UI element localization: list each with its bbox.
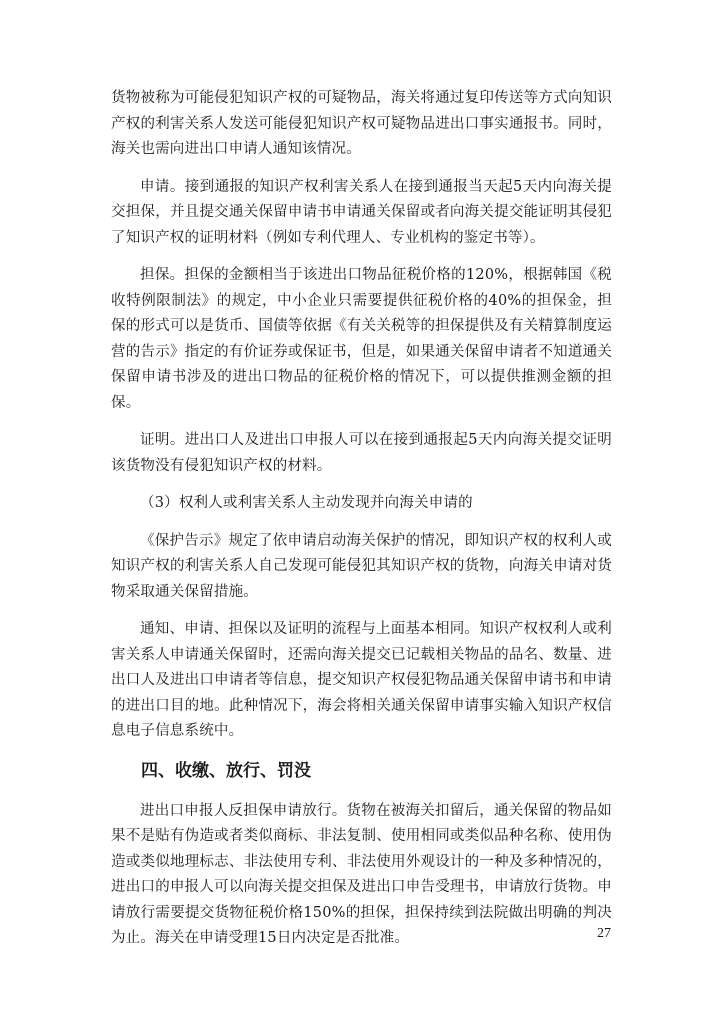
paragraph-proof: 证明。进出口人及进出口申报人可以在接到通报起5天内向海关提交证明该货物没有侵犯知识产权的材料。: [111, 432, 612, 474]
document-body: [111, 86, 612, 964]
paragraph-protection-notice: 《保护告示》规定了依申请启动海关保护的情况，即知识产权的权利人或知识产权的利害关系人自己发现可能侵犯其知识产权的货物，向海关申请对货物采取通关保留措施。: [111, 532, 612, 600]
paragraph-process: 通知、申请、担保以及证明的流程与上面基本相同。知识产权权利人或利害关系人申请通关保留时，还需向海关提交已记载相关物品的品名、数量、进出口人及进出口申请者等信息，提交知识产权侵犯物品通关保留申请书和申请的进出口目的地。此种情况下，海会将相关通关保留申请事实输入知识产权信息电子信息系统中。: [111, 621, 612, 739]
paragraph-release: 进出口申报人反担保申请放行。货物在被海关扣留后，通关保留的物品如果不是贴有伪造或者类似商标、非法复制、使用相同或类似品种名称、使用伪造或类似地理标志、非法使用专利、非法使用外观设计的一种及多种情况的，进出口的申报人可以向海关提交担保及进出口申告受理书，申请放行货物。申请放行需要提交货物征税价格150%的担保，担保持续到法院做出明确的判决为止。海关在申请受理15日内决定是否批准。: [111, 802, 612, 946]
subsection-title: （3）权利人或利害关系人主动发现并向海关申请的: [140, 495, 473, 511]
paragraph-guarantee: 担保。担保的金额相当于该进出口物品征税价格的120%，根据韩国《税收特例限制法》的规定，中小企业只需要提供征税价格的40%的担保金，担保的形式可以是货币、国债等依据《有关关税等的担保提供及有关精算制度运营的告示》指定的有价证券或保证书，但是，如果通关保留申请者不知道通关保留申请书涉及的进出口物品的征税价格的情况下，可以提供推测金额的担保。: [111, 267, 612, 411]
page-number: 27: [597, 926, 611, 941]
section-heading: 四、收缴、放行、罚没: [141, 760, 311, 781]
paragraph-application: 申请。接到通报的知识产权利害关系人在接到通报当天起5天内向海关提交担保，并且提交通关保留申请书申请通关保留或者向海关提交能证明其侵犯了知识产权的证明材料（例如专利代理人、专业机构的鉴定书等）。: [111, 178, 612, 246]
paragraph-continued: 货物被称为可能侵犯知识产权的可疑物品，海关将通过复印传送等方式向知识产权的利害关系人发送可能侵犯知识产权可疑物品进出口事实通报书。同时，海关也需向进出口申请人通知该情况。: [111, 90, 612, 157]
